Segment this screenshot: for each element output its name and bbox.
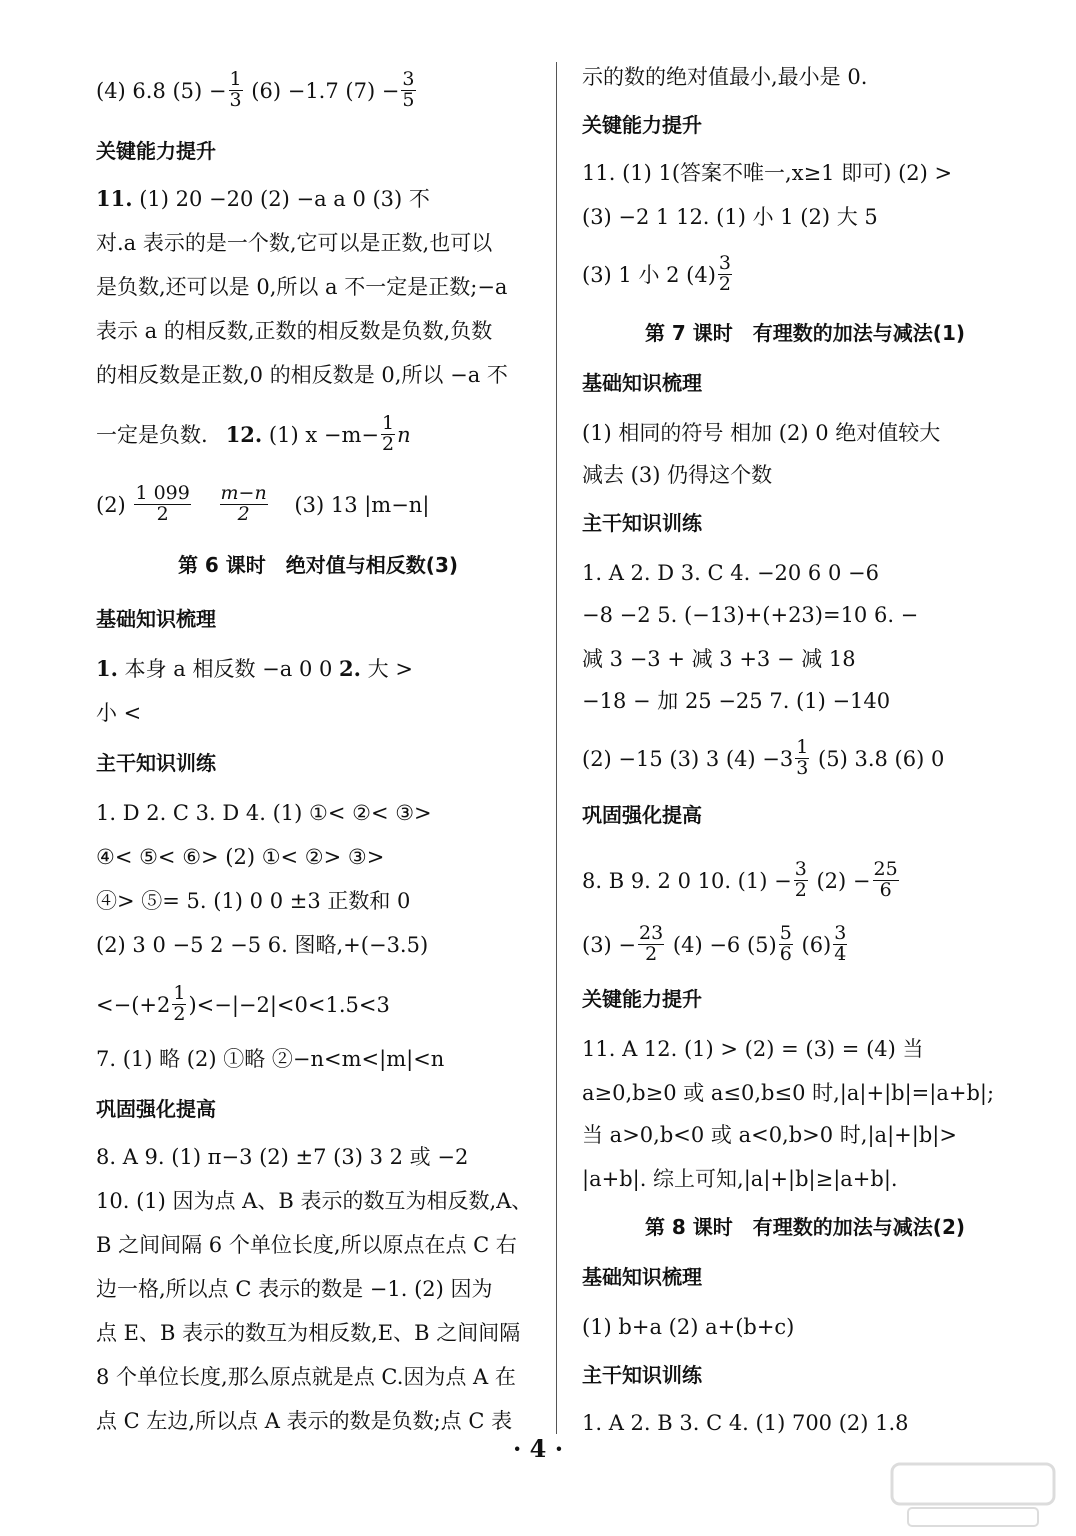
answer-line: 示的数的绝对值最小,最小是 0. — [582, 65, 868, 89]
answer-line: (2) −15 (3) 3 (4) −3 $\frac{1}{3}$ (5) 3.8 (6) 0 — [582, 736, 945, 779]
answer-line: 点 E、B 表示的数互为相反数,E、B 之间间隔 — [96, 1321, 521, 1345]
answer-line: 11. (1) 1(答案不唯一,x≥1 即可) (2) > — [582, 161, 953, 185]
section-heading: 巩固强化提高 — [582, 803, 702, 827]
answer-line: |a+b|. 综上可知,|a|+|b|≥|a+b|. — [582, 1167, 898, 1191]
answer-line: (2) 3 0 −5 2 −5 6. 图略,+(−3.5) — [96, 933, 429, 957]
answer-line: B 之间间隔 6 个单位长度,所以原点在点 C 右 — [96, 1233, 517, 1257]
answer-line: 11. A 12. (1) > (2) = (3) = (4) 当 — [582, 1037, 924, 1061]
watermark-logo — [888, 1460, 1058, 1530]
fraction: $\frac{1}{3}$ — [796, 736, 809, 779]
answer-line: 1. A 2. D 3. C 4. −20 6 0 −6 — [582, 561, 879, 585]
answer-line: 8. A 9. (1) π−3 (2) ±7 (3) 3 2 或 −2 — [96, 1145, 469, 1169]
answer-line: 1. 本身 a 相反数 −a 0 0 2. 大 > — [96, 656, 413, 681]
answer-line: 减去 (3) 仍得这个数 — [582, 463, 773, 487]
fraction: $\frac{25}{6}$ — [873, 858, 898, 901]
answer-line: 的相反数是正数,0 的相反数是 0,所以 −a 不 — [96, 363, 508, 387]
fraction: $\frac{1}{3}$ — [229, 68, 242, 111]
answer-line: 1. A 2. B 3. C 4. (1) 700 (2) 1.8 — [582, 1411, 909, 1435]
fraction: $\frac{m-n}{2}$ — [220, 482, 267, 525]
fraction: $\frac{3}{5}$ — [402, 68, 415, 111]
section-heading: 主干知识训练 — [582, 511, 702, 535]
answer-line: (4) 6.8 (5) − $\frac{1}{3}$ (6) −1.7 (7) − $\frac{3}{5}$ — [96, 68, 415, 111]
answer-line: (1) 相同的符号 相加 (2) 0 绝对值较大 — [582, 421, 941, 445]
answer-line: 小 < — [96, 701, 142, 725]
fraction: $\frac{1}{2}$ — [381, 412, 395, 455]
fraction: $\frac{1 099}{2}$ — [135, 482, 190, 525]
left-column — [96, 0, 540, 1460]
answer-line: −18 − 加 25 −25 7. (1) −140 — [582, 689, 891, 713]
section-heading: 基础知识梳理 — [582, 1265, 702, 1289]
answer-line: 8. B 9. 2 0 10. (1) − $\frac{3}{2}$ (2) − $\frac{25}{6}$ — [582, 858, 898, 901]
answer-line: (2) $\frac{1 099}{2}$ $\frac{m-n}{2}$ (3) 13 |m−n| — [96, 482, 430, 525]
page-number: · 4 · — [512, 1434, 564, 1463]
lesson-title: 第 8 课时 有理数的加法与减法(2) — [644, 1215, 966, 1239]
answer-line: 10. (1) 因为点 A、B 表示的数互为相反数,A、 — [96, 1189, 533, 1213]
column-divider — [556, 62, 557, 1434]
fraction: $\frac{3}{4}$ — [834, 922, 847, 965]
answer-line: (1) b+a (2) a+(b+c) — [582, 1315, 795, 1339]
section-heading: 主干知识训练 — [96, 751, 216, 775]
answer-line: (3) − $\frac{23}{2}$ (4) −6 (5) $\frac{5}{6}$ (6) $\frac{3}{4}$ — [582, 922, 847, 965]
section-heading: 主干知识训练 — [582, 1363, 702, 1387]
section-heading: 巩固强化提高 — [96, 1097, 216, 1121]
answer-line: 点 C 左边,所以点 A 表示的数是负数;点 C 表 — [96, 1409, 513, 1433]
fraction: $\frac{23}{2}$ — [639, 922, 664, 965]
answer-line: −8 −2 5. (−13)+(+23)=10 6. − — [582, 603, 919, 627]
answer-line: 一定是负数. 12. (1) x −m− $\frac{1}{2}$ n — [96, 412, 411, 455]
answer-line: 1. D 2. C 3. D 4. (1) ①< ②< ③> — [96, 801, 432, 825]
answer-line: 7. (1) 略 (2) ①略 ②−n<m<|m|<n — [96, 1047, 445, 1071]
fraction: $\frac{3}{2}$ — [718, 252, 732, 295]
section-heading: 基础知识梳理 — [96, 607, 216, 631]
fraction: $\frac{5}{6}$ — [779, 922, 792, 965]
answer-line: 减 3 −3 + 减 3 +3 − 减 18 — [582, 647, 856, 671]
section-heading: 基础知识梳理 — [582, 371, 702, 395]
fraction: $\frac{1}{2}$ — [173, 982, 186, 1025]
answer-line: <−(+2 $\frac{1}{2}$ )<−|−2|<0<1.5<3 — [96, 982, 390, 1025]
answer-line: 当 a>0,b<0 或 a<0,b>0 时,|a|+|b|> — [582, 1123, 957, 1147]
answer-line: (3) −2 1 12. (1) 小 1 (2) 大 5 — [582, 205, 878, 229]
answer-line: 8 个单位长度,那么原点就是点 C.因为点 A 在 — [96, 1365, 516, 1389]
lesson-title: 第 6 课时 绝对值与相反数(3) — [177, 553, 459, 577]
lesson-title: 第 7 课时 有理数的加法与减法(1) — [644, 321, 966, 345]
answer-line: 表示 a 的相反数,正数的相反数是负数,负数 — [96, 319, 493, 343]
answer-line: 边一格,所以点 C 表示的数是 −1. (2) 因为 — [96, 1277, 493, 1301]
answer-line: ④< ⑤< ⑥> (2) ①< ②> ③> — [96, 845, 385, 869]
section-heading: 关键能力提升 — [96, 139, 216, 163]
answer-line: a≥0,b≥0 或 a≤0,b≤0 时,|a|+|b|=|a+b|; — [582, 1081, 995, 1105]
answer-line: ④> ⑤= 5. (1) 0 0 ±3 正数和 0 — [96, 889, 411, 913]
section-heading: 关键能力提升 — [582, 987, 702, 1011]
right-column — [582, 0, 1028, 1460]
answer-line: 是负数,还可以是 0,所以 a 不一定是正数;−a — [96, 275, 508, 299]
answer-line: 11. (1) 20 −20 (2) −a a 0 (3) 不 — [96, 186, 430, 211]
fraction: $\frac{3}{2}$ — [794, 858, 807, 901]
answer-line: 对.a 表示的是一个数,它可以是正数,也可以 — [96, 231, 493, 255]
answer-line: (3) 1 小 2 (4) $\frac{3}{2}$ — [582, 252, 732, 295]
section-heading: 关键能力提升 — [582, 113, 702, 137]
